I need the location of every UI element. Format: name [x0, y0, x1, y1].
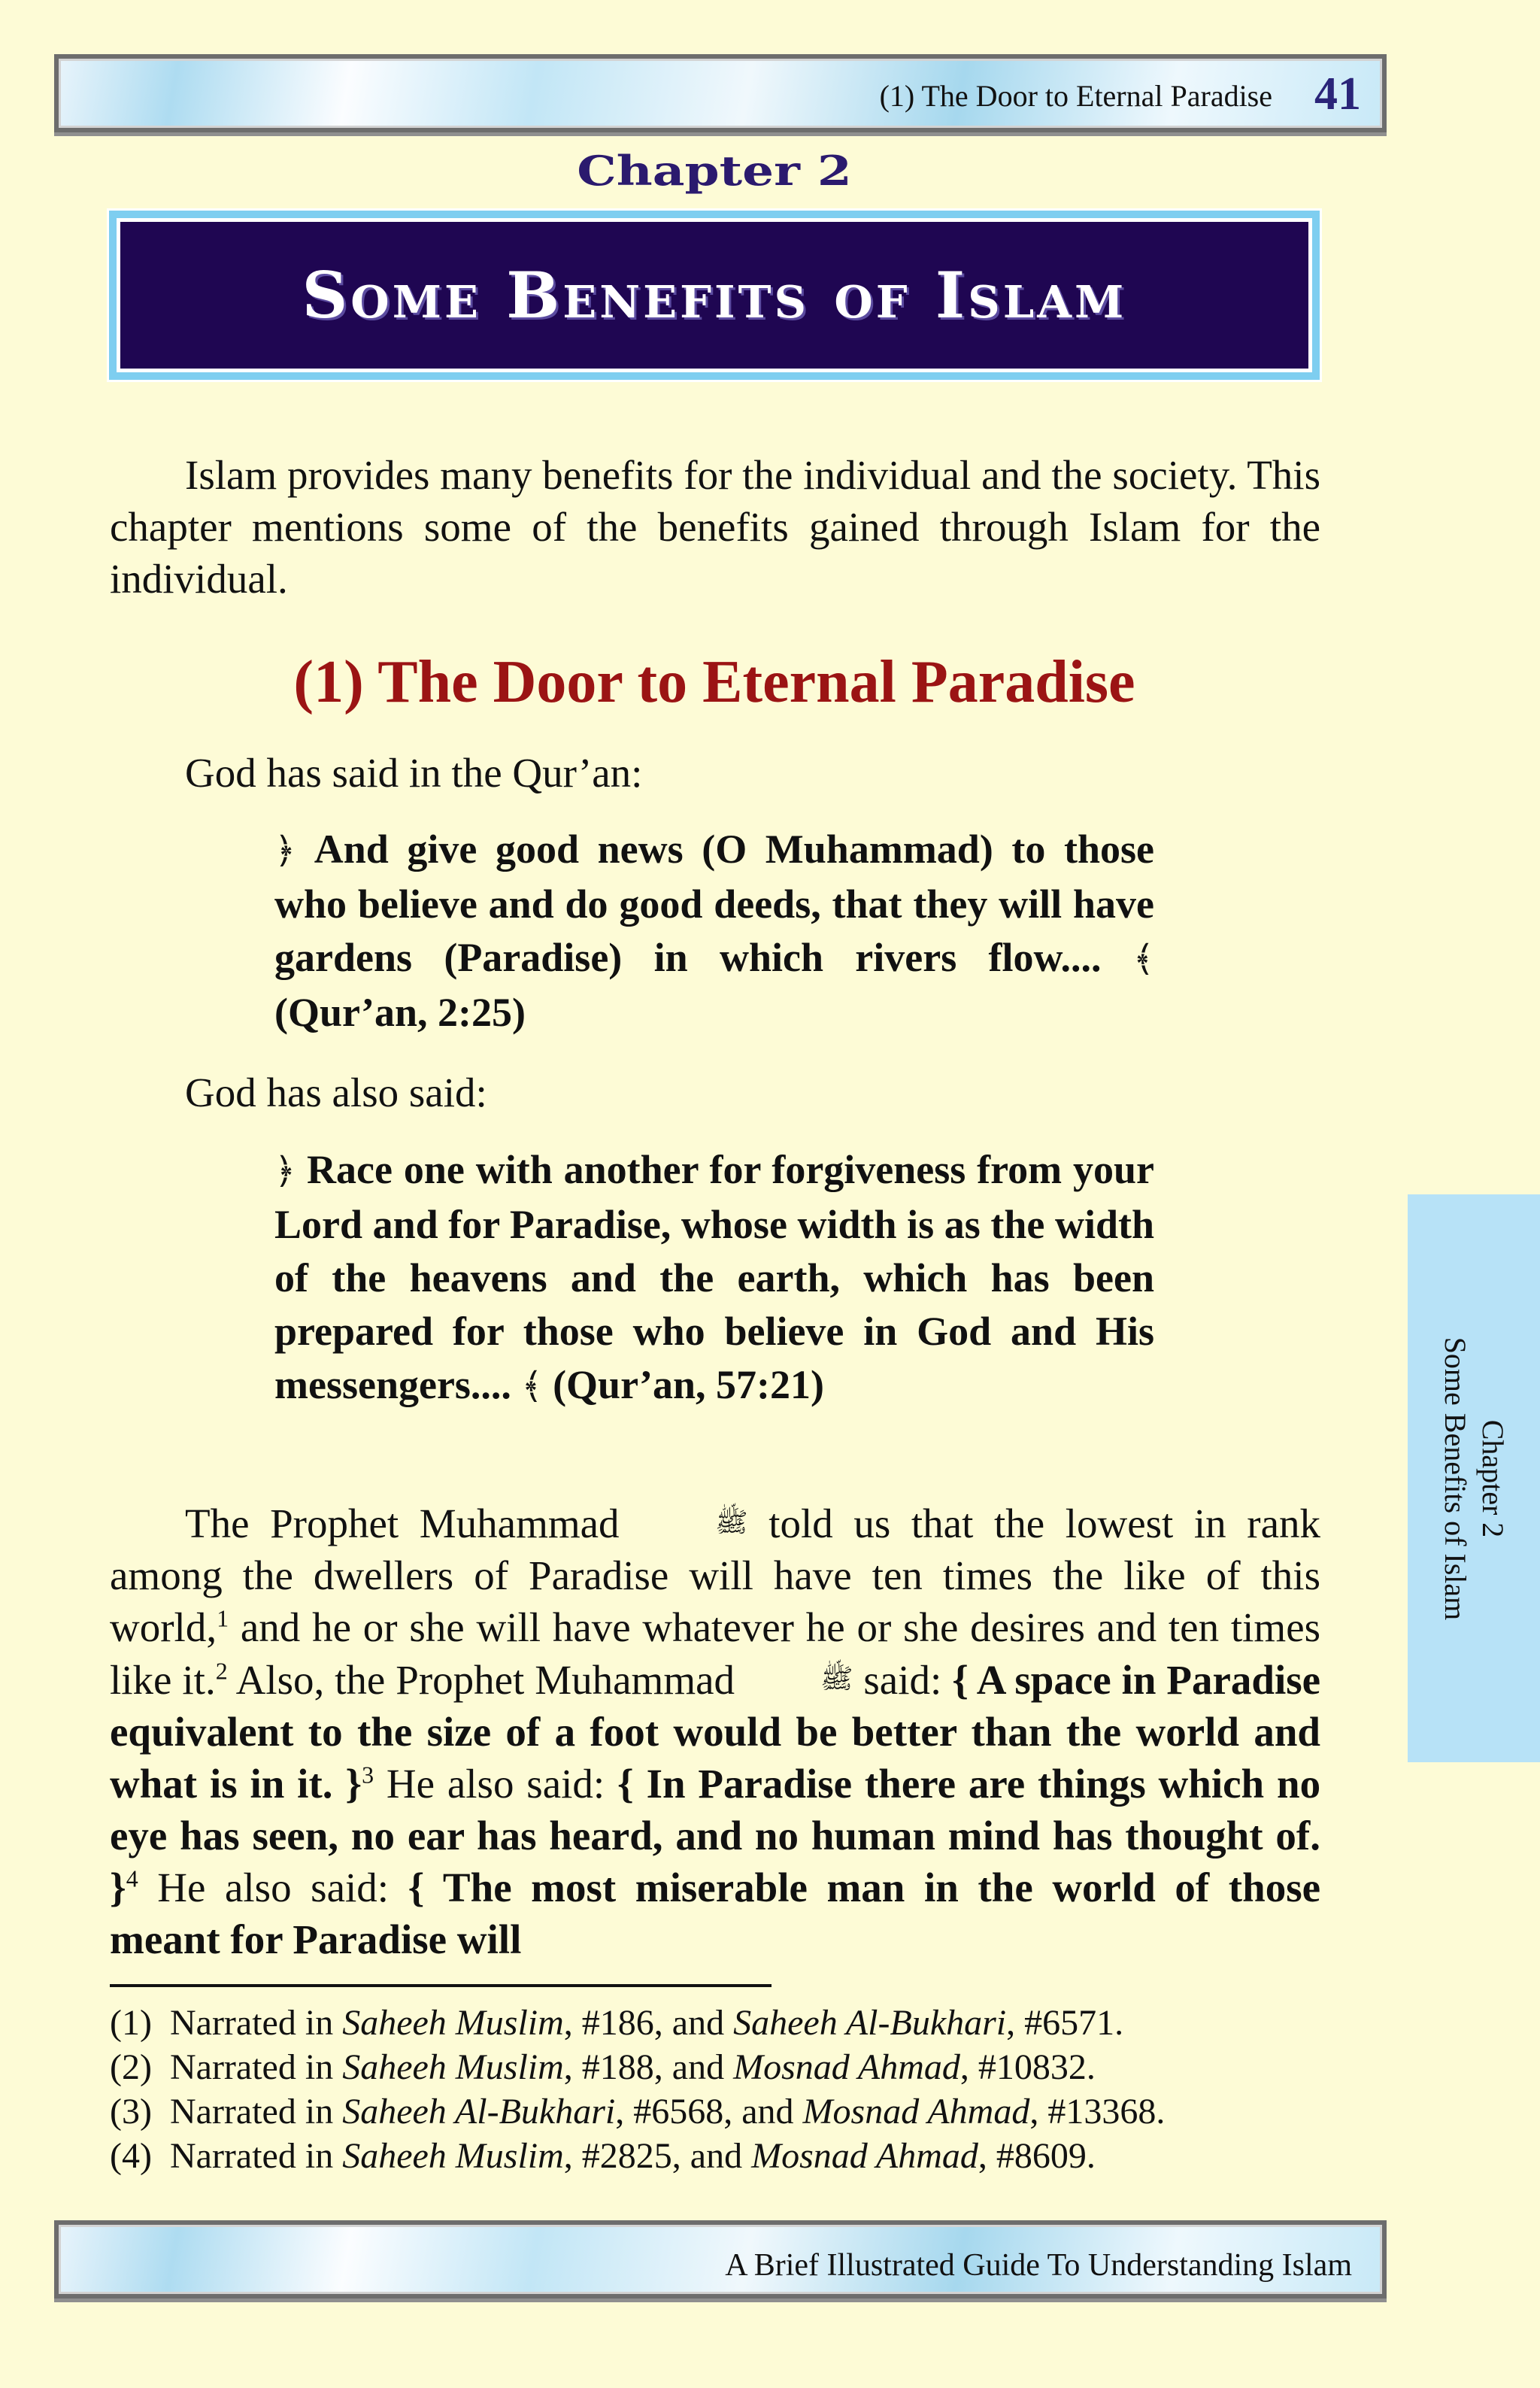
body-paragraph	[110, 1497, 1320, 1965]
running-title: (1) The Door to Eternal Paradise	[879, 79, 1272, 113]
body-text-c: and he or she will have whatever he or she desires and ten times like it.	[110, 1604, 1321, 1703]
hadith-1: { A space in Paradise equivalent to the size of a foot would be better than the world and what is in it. }	[110, 1657, 1321, 1807]
footnotes	[110, 2001, 1388, 2178]
book-title: A Brief Illustrated Guide To Understanding Islam	[725, 2248, 1352, 2283]
quote-1-text: And give good news (O Muhammad) to those who believe and do good deeds, that they will have gardens (Paradise) in which rivers flow....	[274, 827, 1154, 980]
close-bracket-icon: ﴾	[1132, 939, 1154, 979]
body-text-b: told us that the lowest in rank among the dwellers of Paradise will have ten times the like of this world,	[110, 1500, 1320, 1650]
footnote-divider	[110, 1984, 772, 1987]
quote-1-reference: (Qur’an, 2:25)	[274, 990, 526, 1035]
footnote-mark-4: 4	[126, 1865, 138, 1892]
body-text-a: The Prophet Muhammad	[185, 1500, 620, 1546]
hadith-2: { In Paradise there are things which no eye has seen, no ear has heard, and no human mind has thought of. }	[110, 1761, 1321, 1910]
chapter-label: Chapter 2	[577, 147, 852, 195]
footer-bar	[54, 2220, 1387, 2298]
close-bracket-icon: ﴾	[521, 1367, 543, 1406]
body-text-d: Also, the Prophet Muhammad	[235, 1657, 735, 1703]
chapter-title: Some Benefits of Islam	[302, 258, 1127, 332]
footnote-mark-3: 3	[362, 1761, 374, 1789]
side-tab-line-2: Some Benefits of Islam	[1438, 1337, 1472, 1620]
lead-text-1: God has said in the Qur’an:	[185, 750, 643, 796]
body-text-f: He also said:	[386, 1761, 605, 1807]
footnote-4: (4) Narrated in Saheeh Muslim, #2825, and Mosnad Ahmad, #8609.	[110, 2136, 1096, 2176]
open-bracket-icon: ﴿	[274, 1152, 296, 1191]
quote-2-text: Race one with another for forgiveness from your Lord and for Paradise, whose width is as the width of the heavens and the earth, which has been prepared for those who believe in God and His messengers....	[274, 1147, 1155, 1407]
honorific-icon: ﷺ	[820, 1664, 853, 1694]
side-tab-text	[1436, 1194, 1511, 1762]
lead-text-2: God has also said:	[185, 1070, 487, 1115]
footnote-2: (2) Narrated in Saheeh Muslim, #188, and Mosnad Ahmad, #10832.	[110, 2047, 1096, 2087]
section-heading: (1) The Door to Eternal Paradise	[293, 649, 1135, 715]
chapter-title-box	[109, 211, 1320, 380]
footnote-1: (1) Narrated in Saheeh Muslim, #186, and Saheeh Al-Bukhari, #6571.	[110, 2003, 1124, 2043]
footnote-mark-2: 2	[215, 1657, 228, 1685]
body-text-g: He also said:	[157, 1865, 390, 1910]
quran-quote-1	[274, 823, 1154, 1039]
body-text-e: said:	[863, 1657, 942, 1703]
side-chapter-tab	[1408, 1194, 1540, 1762]
intro-paragraph: Islam provides many benefits for the individual and the society. This chapter mentions some of the benefits gained through Islam for the individual.	[110, 452, 1320, 602]
footnote-mark-1: 1	[217, 1604, 229, 1632]
quote-2-reference: (Qur’an, 57:21)	[553, 1362, 825, 1407]
honorific-icon: ﷺ	[715, 1507, 748, 1537]
side-tab-line-1: Chapter 2	[1476, 1419, 1510, 1537]
page-number: 41	[1314, 68, 1361, 120]
quran-quote-2	[274, 1143, 1154, 1413]
footnote-3: (3) Narrated in Saheeh Al-Bukhari, #6568, and Mosnad Ahmad, #13368.	[110, 2092, 1166, 2132]
hadith-3: { The most miserable man in the world of those meant for Paradise will	[110, 1865, 1321, 1962]
header-bar	[54, 54, 1387, 132]
chapter-title-inner	[117, 218, 1312, 372]
open-bracket-icon: ﴿	[274, 831, 296, 871]
